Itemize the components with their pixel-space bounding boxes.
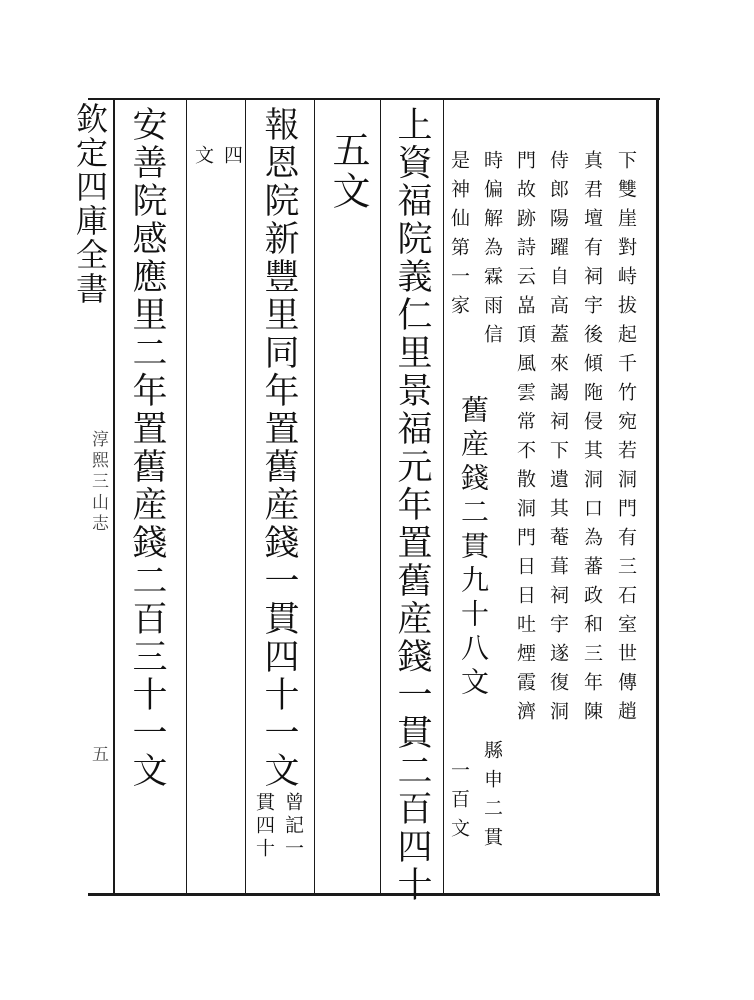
- page-number: 五: [88, 745, 108, 766]
- top-border: [88, 98, 660, 100]
- column-divider-3: [314, 98, 315, 895]
- work-title: 淳熙三山志: [88, 430, 108, 535]
- note-column-5b: 縣申二貫: [481, 740, 503, 856]
- column-divider-4: [380, 98, 381, 895]
- note-column-11: 文: [192, 145, 214, 174]
- book-title: 欽定四庫全書: [71, 102, 109, 306]
- note-column-9b: 貫四十: [253, 792, 275, 861]
- column-divider-5: [443, 98, 444, 895]
- note-column-6a: 是神仙第一家: [448, 150, 470, 324]
- main-text-column-5: 舊産錢二貫九十八文: [457, 395, 490, 701]
- note-column-10: 四: [221, 145, 243, 174]
- note-column-1: 下雙崖對峙拔起千竹宛若洞門有三石室世傳趙: [615, 150, 637, 730]
- margin-border: [113, 98, 115, 895]
- main-text-column-8: 五文: [326, 130, 370, 212]
- main-text-column-7: 上資福院義仁里景福元年置舊産錢一貫二百四十: [392, 106, 432, 904]
- main-text-column-12: 安善院感應里二年置舊産錢二百三十一文: [127, 106, 167, 790]
- main-text-column-9: 報恩院新豐里同年置舊産錢一貫四十一文: [259, 106, 299, 790]
- note-column-6b: 一百文: [448, 760, 470, 847]
- note-column-2: 真君壇有祠宇後傾陁侵其洞口為蕃政和三年陳: [581, 150, 603, 730]
- note-column-9a: 曾記一: [282, 792, 304, 861]
- note-column-4: 門故跡詩云嵓頂風雲常不散洞門日日吐煙霞濟: [514, 150, 536, 730]
- column-divider-2: [245, 98, 246, 895]
- note-column-5a: 時偏解為霖雨信: [481, 150, 503, 353]
- right-border: [656, 98, 659, 895]
- bottom-border: [88, 893, 660, 896]
- note-column-3: 侍郎陽躍自高蓋來謁祠下遺其菴葺祠宇遂復洞: [547, 150, 569, 730]
- column-divider-1: [186, 98, 187, 895]
